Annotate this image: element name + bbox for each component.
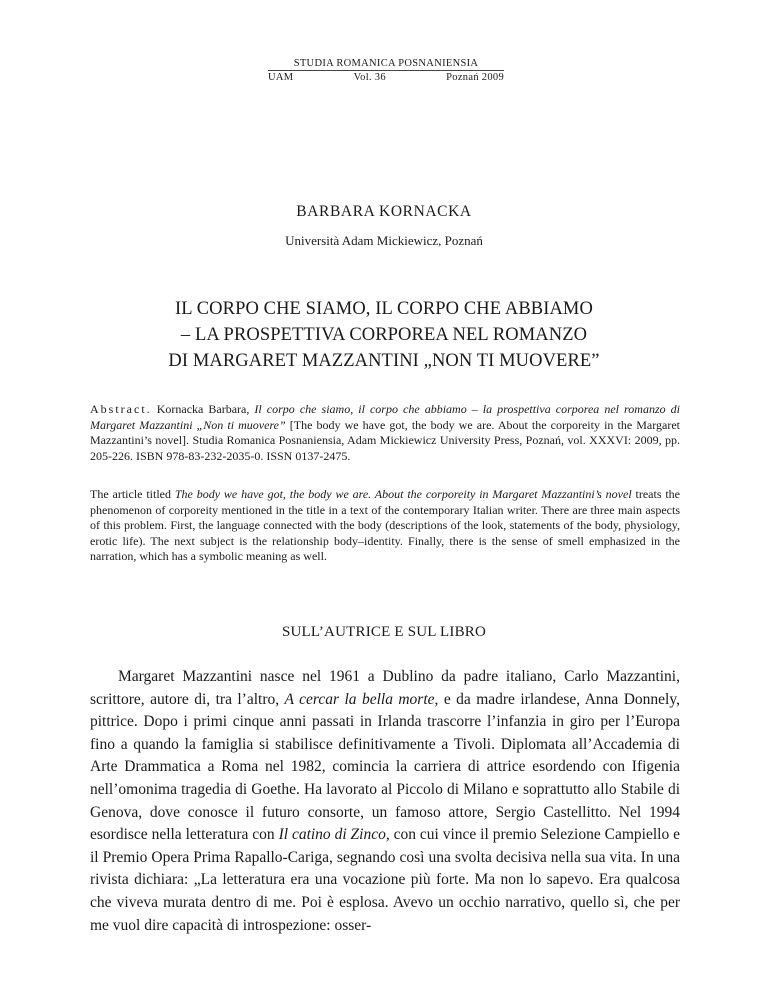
volume: Vol. 36 [353,72,386,83]
title-line: DI MARGARET MAZZANTINI „NON TI MUOVERE” [168,351,600,371]
title-line: IL CORPO CHE SIAMO, IL CORPO CHE ABBIAMO [175,299,593,319]
abstract-text: [The body we have got, the body we are. About the corporeity in the Margaret Mazzantini’s novel]. Studia Romanica Posnaniensia, Adam Mickiewicz University Press, Poznań, vol. XXXVI: 2009, pp. 205-226. ISBN 978-83-232-2035-0. ISSN 0137-2475. [90,417,680,463]
journal-issue-line [268,71,504,83]
body-text: con cui vince il premio Selezione Campiello e il Premio Opera Prima Rapallo-Cariga, segnando così una svolta decisiva nella sua vita. In una rivista dichiara: „La letteratura era una vocazione più forte. Ma non lo sapevo. Era qualcosa che viveva murata dentro di me. Poi è esplosa. Avevo un occhio narrativo, quello sì, che per me vuol dire capacità di introspezione: osser- [90,826,680,934]
abstract-label: Abstract. [90,402,152,416]
summary-italic-title: The body we have got, the body we are. About the corporeity in Margaret Mazzantini’s novel [174,487,632,501]
abstract [90,402,680,464]
summary-text: treats the phenomenon of corporeity mentioned in the title in a text of the contemporary Italian writer. There are three main aspects of this problem. First, the language connected with the body (descriptions of the look, statements of the body, physiology, erotic life). The next subject is the relationship body–identity. Finally, there is the sense of smell emphasized in the narration, which has a symbolic meaning as well. [90,487,681,564]
place-year: Poznań 2009 [446,72,504,83]
abstract-text: Kornacka Barbara, [151,402,255,416]
body-paragraph [90,666,680,937]
book-title: A cercar la bella morte [284,690,435,708]
journal-name: STUDIA ROMANICA POSNANIENSIA [268,58,504,71]
section-heading: SULL’AUTRICE E SUL LIBRO [281,624,487,640]
author-affiliation: Università Adam Mickiewicz, Poznań [285,233,483,248]
body-text: , e da madre irlandese, Anna Donnely, pittrice. Dopo i primi cinque anni passati in Irlanda trascorre l’infanzia in giro per l’Europa fino a quando la famiglia si stabilisce definitivamente a Tivoli. Diplomata all’Accademia di Arte Drammatica a Roma nel 1982, comincia la carriera di attrice esordendo con Ifigenia nell’omonima tragedia di Goethe. Ha lavorato al Piccolo di Milano e soprattutto allo Stabile di Genova, dove conosce il futuro consorte, un famoso attore, Sergio Castellitto. Nel 1994 esordisce nella letteratura con [90,690,680,844]
publisher: UAM [268,72,294,83]
summary-text: The article titled [90,487,175,501]
book-title: Il catino di Zinco, [278,826,390,844]
body-text: Margaret Mazzantini nasce nel 1961 a Dublino da padre italiano, Carlo Mazzantini, scrittore, autore di, tra l’altro, [90,668,680,708]
article-title [0,296,768,374]
abstract-italic-title: Il corpo che siamo, il corpo che abbiamo – la prospettiva corporea nel romanzo di Margaret Mazzantini „Non ti muovere” [90,402,681,432]
journal-header [268,58,504,83]
author-name: BARBARA KORNACKA [296,203,472,220]
english-summary [90,487,680,565]
title-line: – LA PROSPETTIVA CORPOREA NEL ROMANZO [180,325,588,345]
